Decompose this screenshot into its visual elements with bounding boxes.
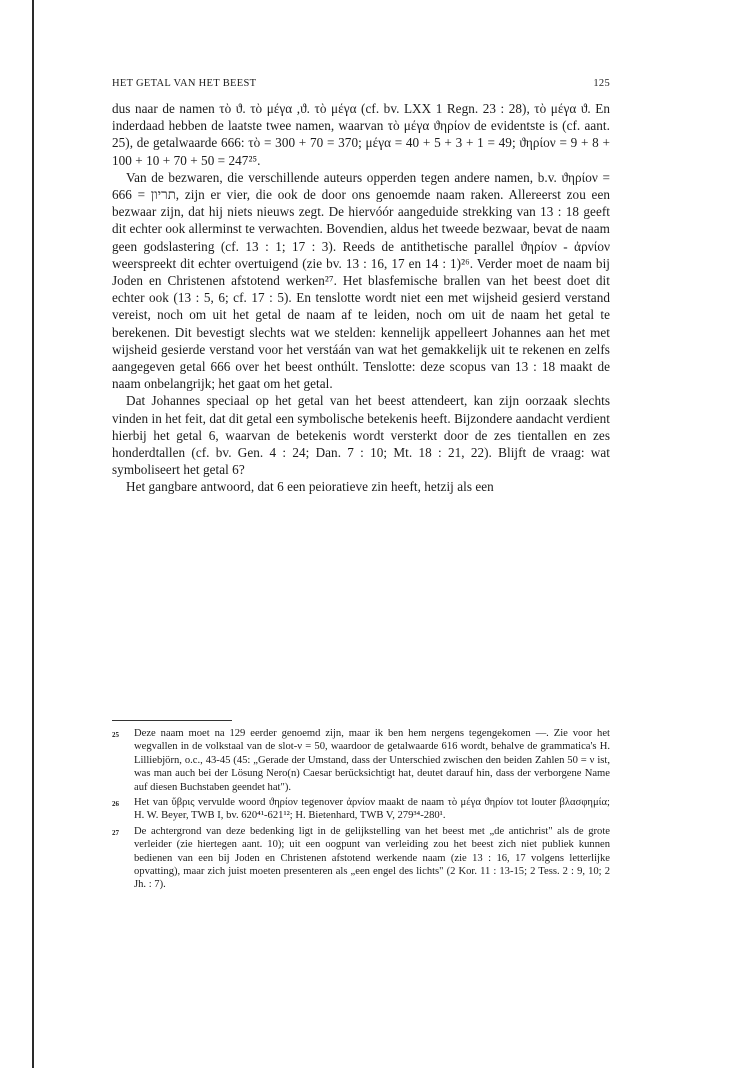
footnote-number: 26 <box>112 800 119 809</box>
footnote-text: Deze naam moet na 129 eerder genoemd zijn, maar ik ben hem nergens tegengekomen —. Zie voor het wegvallen in de volkstaal van de slot-ν = 50, waardoor de getalwaarde 616 wordt, behalve de grammatica's H. Lilliebjörn, o.c., 43-45 (45: „Gerade der Umstand, dass der Unterschied zwischen den beiden Zahlen 50 = ν ist, was man auch bei der Lösung Nero(n) Caesar berücksichtigt hat, deutet darauf hin, dass der verborgene Name auf diesen Buchstaben geendet hat"). <box>134 728 610 793</box>
footnote <box>112 727 610 794</box>
footnote-rule <box>112 720 232 721</box>
footnote <box>112 796 610 823</box>
footnotes <box>112 720 610 894</box>
running-header <box>112 78 610 100</box>
paragraph: Het gangbare antwoord, dat 6 een peioratieve zin heeft, hetzij als een <box>126 479 494 495</box>
footnote-text: De achtergrond van deze bedenking ligt in de gelijkstelling van het beest met „de antichrist" als de grote verleider (zie hiertegen aant. 10); uit een oogpunt van verleiding zou het beest zich niet publiek kunnen bedienen van een bij Joden en Christenen afstotend werkende naam (zie 13 : 16, 17 volgens letterlijke opvatting), maar zich juist moeten presenteren als „een engel des lichts" (2 Kor. 11 : 13-15; 2 Tess. 2 : 9, 10; 2 Jh. : 7). <box>134 825 610 891</box>
footnote-text: Het van ὕβρις vervulde woord ϑηρίον tegenover ἀρνίον maakt de naam τὸ μέγα ϑηρίον tot louter βλασφημία; H. W. Beyer, TWB I, bv. 620⁴¹-621¹²; H. Bietenhard, TWB V, 279³⁴-280¹. <box>134 797 610 822</box>
running-title: HET GETAL VAN HET BEEST <box>112 78 257 89</box>
paragraph: dus naar de namen τὸ ϑ. τὸ μέγα ,ϑ. τὸ μέγα (cf. bv. LXX 1 Regn. 23 : 28), τὸ μέγα ϑ. En inderdaad hebben de laatste twee namen, waarvan τὸ μέγα ϑηρίον de evidentste is (cf. aant. 25), de getalwaarde 666: τὸ = 300 + 70 = 370; μέγα = 40 + 5 + 3 + 1 = 49; ϑηρίον = 9 + 8 + 100 + 10 + 70 + 50 = 247²⁵. <box>112 101 610 168</box>
footnote <box>112 825 610 892</box>
paragraph: Dat Johannes speciaal op het getal van het beest attendeert, kan zijn oorzaak slechts vinden in het feit, dat dit getal een symbolische betekenis heeft. Bijzondere aandacht verdient hierbij het getal 6, waarvan de betekenis wordt versterkt door de zes tientallen en zes honderdtallen (cf. bv. Gen. 4 : 24; Dan. 7 : 10; Mt. 18 : 21, 22). Blijft de vraag: wat symboliseert het getal 6? <box>112 393 611 478</box>
paragraph: Van de bezwaren, die verschillende auteurs opperden tegen andere namen, b.v. ϑηρίον = תריון = 666, zijn er vier, die ook de door ons genoemde naam raken. Allereerst zou een bezwaar zijn, dat hij niets nieuws zegt. De hiervóór aangeduide strekking van 13 : 18 geeft dit echter ook allerminst te verwachten. Bovendien, aldus het tweede bezwaar, bevat de naam geen godslastering (cf. 13 : 1; 17 : 3). Reeds de antithetische parallel ϑηρίον - ἀρνίον weerspreekt dit echter overtuigend (zie bv. 13 : 16, 17 en 14 : 1)²⁶. Verder moet de naam bij Joden en Christenen afstotend werken²⁷. Het blasfemische brallen van het beest doet dit echter ook (13 : 5, 6; cf. 17 : 5). En tenslotte wordt niet een met wijsheid gesierd verstand vereist, noch om uit het getal de naam af te leiden, noch om uit de naam het getal te berekenen. Dit bevestigt slechts wat we stelden: kennelijk appelleert Johannes aan het met wijsheid gesierde verstand voor het verstáán van wat het gemakkelijk uit te rekenen en zelfs aangegeven getal 666 over het beest onthúlt. Tenslotte: deze scopus van 13 : 18 maakt de naam onbelangrijk; het gaat om het getal. <box>112 169 610 392</box>
body-text <box>112 100 610 496</box>
page <box>112 78 610 496</box>
footnote-number: 25 <box>112 731 119 739</box>
scan-edge <box>0 0 34 1068</box>
footnote-number: 27 <box>112 828 119 837</box>
page-number: 125 <box>593 78 610 89</box>
